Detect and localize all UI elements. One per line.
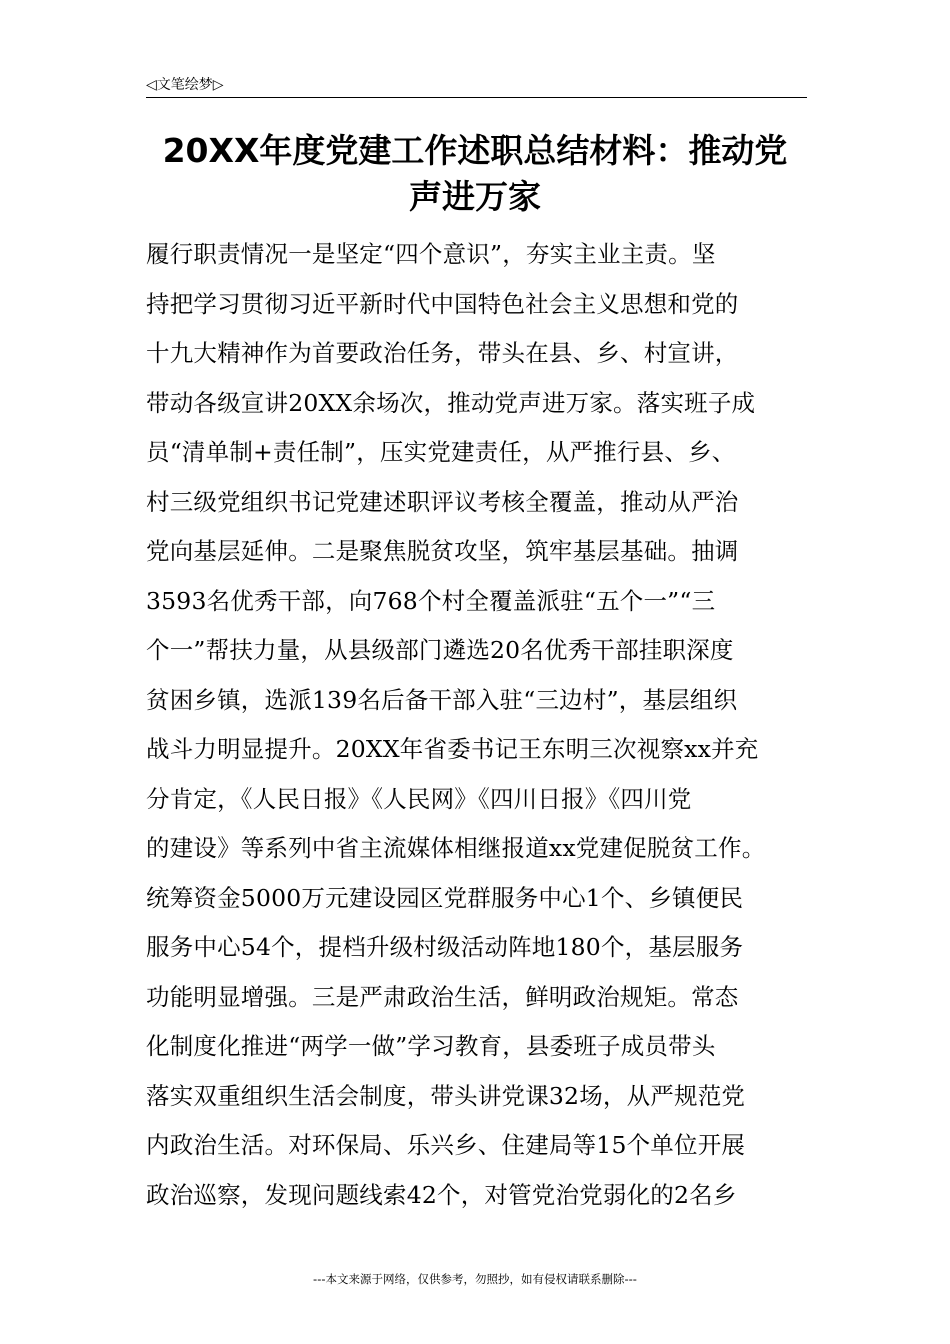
body-line: 村三级党组织书记党建述职评议考核全覆盖，推动从严治 (146, 487, 739, 516)
body-line: 贫困乡镇，选派139名后备干部入驻“三边村”，基层组织 (146, 685, 738, 714)
body-line: 的建设》等系列中省主流媒体相继报道xx党建促脱贫工作。 (146, 834, 766, 862)
document-body (146, 230, 811, 1220)
header-label: ◁文笔绘梦▷ (146, 77, 224, 93)
body-line: 员“清单制+责任制”，压实党建责任，从严推行县、乡、 (146, 438, 736, 466)
page-footer-disclaimer: ---本文来源于网络，仅供参考，勿照抄，如有侵权请联系删除--- (313, 1272, 637, 1286)
title-line-1: 20XX年度党建工作述职总结材料：推动党 (162, 131, 788, 170)
body-line: 分肯定，《人民日报》《人民网》《四川日报》《四川党 (146, 784, 692, 813)
body-line: 化制度化推进“两学一做”学习教育，县委班子成员带头 (146, 1032, 716, 1060)
header-divider (146, 97, 807, 98)
page-header (146, 76, 806, 98)
body-line: 服务中心54个，提档升级村级活动阵地180个，基层服务 (146, 933, 744, 961)
body-line: 个一”帮扶力量，从县级部门遴选20名优秀干部挂职深度 (146, 636, 734, 664)
body-line: 党向基层延伸。二是聚焦脱贫攻坚，筑牢基层基础。抽调 (146, 537, 739, 565)
body-line: 履行职责情况一是坚定“四个意识”，夯实主业主责。坚 (146, 240, 716, 268)
body-line: 带动各级宣讲20XX余场次，推动党声进万家。落实班子成 (146, 388, 756, 417)
body-line: 持把学习贯彻习近平新时代中国特色社会主义思想和党的 (146, 289, 739, 318)
body-line: 3593名优秀干部，向768个村全覆盖派驻“五个一”“三 (146, 586, 716, 615)
body-line: 落实双重组织生活会制度，带头讲党课32场，从严规范党 (146, 1081, 746, 1110)
body-line: 统筹资金5000万元建设园区党群服务中心1个、乡镇便民 (146, 883, 744, 912)
body-line: 政治巡察，发现问题线索42个，对管党治党弱化的2名乡 (146, 1180, 737, 1209)
body-line: 功能明显增强。三是严肃政治生活，鲜明政治规矩。常态 (146, 982, 739, 1011)
title-line-2: 声进万家 (409, 177, 541, 216)
body-line: 内政治生活。对环保局、乐兴乡、住建局等15个单位开展 (146, 1131, 746, 1159)
body-line: 十九大精神作为首要政治任务，带头在县、乡、村宣讲， (146, 339, 739, 367)
body-line: 战斗力明显提升。20XX年省委书记王东明三次视察xx并充 (146, 735, 759, 763)
document-title (140, 128, 810, 220)
